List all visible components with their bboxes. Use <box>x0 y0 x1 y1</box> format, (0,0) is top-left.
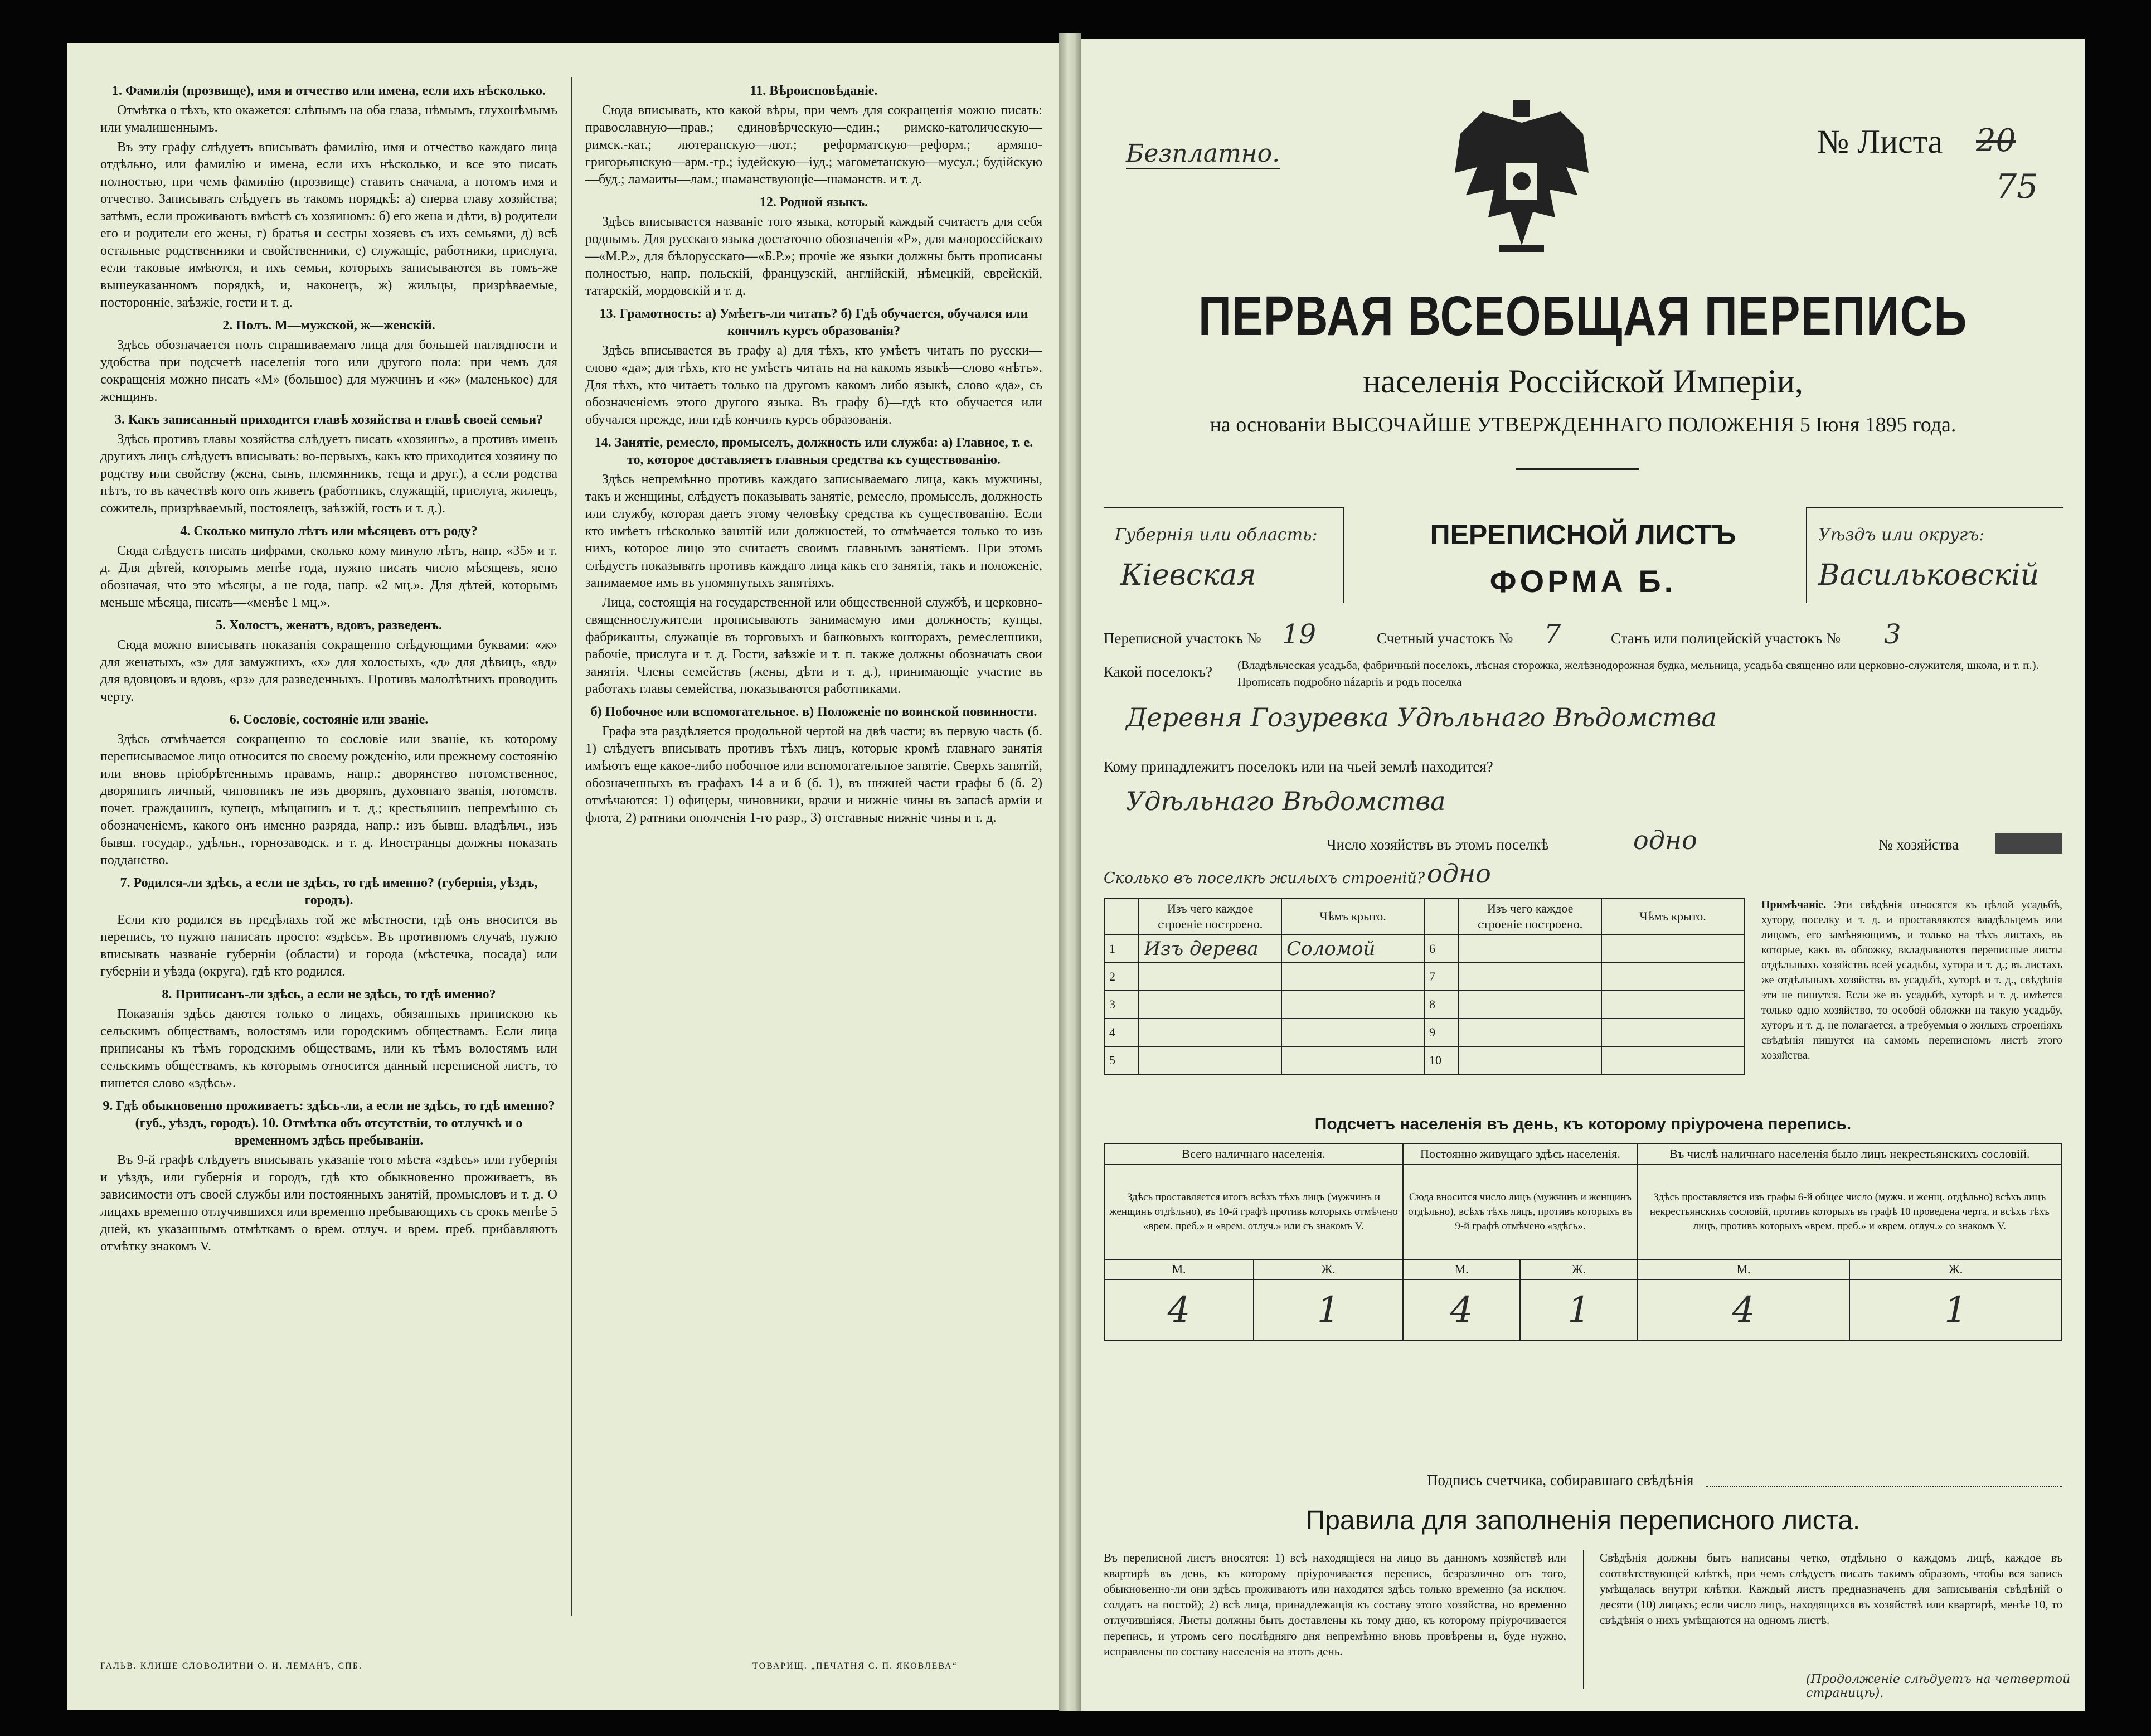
book-spine <box>1059 33 1081 1711</box>
building-material[interactable] <box>1139 1019 1281 1046</box>
divider <box>1516 468 1639 470</box>
rules-right-column: Свѣдѣнія должны быть написаны четко, отдѣльно о каждомъ лицѣ, каждое въ соотвѣтствующей клѣткѣ, при чемъ слѣдуетъ писать такимъ образомъ, чтобы вся запись умѣщалась внутри клѣтки. Каждый листъ предназначенъ для записыванія свѣдѣній о десяти (10) лицахъ; если число лицъ, находящихся въ хозяйствѣ или квартирѣ, менѣе 10, то свѣдѣнія о нихъ умѣщаются на одномъ листѣ. <box>1600 1551 2062 1627</box>
pop-desc-total: Здѣсь проставляется итогъ всѣхъ тѣхъ лицъ (мужчинъ и женщинъ отдѣльно), въ 10-й графѣ противъ которыхъ отмѣчено «врем. преб.» и «врем. отлуч.» или съ знакомъ V. <box>1104 1165 1403 1259</box>
free-label: Безплатно. <box>1126 139 1280 168</box>
printer-imprint-left: ГАЛЬВ. КЛИШЕ СЛОВОЛИТНИ О. И. ЛЕМАНЪ, СПБ. <box>100 1661 362 1671</box>
instruction-section-title: 7. Родился-ли здѣсь, а если не здѣсь, то гдѣ именно? (губернія, уѣздъ, городъ). <box>120 876 538 908</box>
instruction-section-text: Сюда слѣдуетъ писать цифрами, сколько кому минуло лѣтъ, напр. «35» и т. д. Для дѣтей, которымъ менѣе года, нужно писать число мѣсяцевъ, ясно обозначая, что это мѣсяцы, а не года, напр. «2 мц.». Для дѣтей, которымъ меньше мѣсяца, писать—«менѣе 1 мц.». <box>100 544 557 610</box>
instructions-column-1 <box>100 77 557 1627</box>
building-row-number: 4 <box>1104 1019 1139 1046</box>
buildings-header-material: Изъ чего каждое строеніе построено. <box>1139 898 1281 935</box>
building-row-number: 10 <box>1424 1046 1459 1074</box>
instruction-section-text: Сюда можно вписывать показанія сокращенно слѣдующими буквами: «ж» для женатыхъ, «з» для замужнихъ, «х» для холостыхъ, «д» для дѣвицъ, «вд» для вдовцовъ и вдовъ, «рз» для разведенныхъ. Противъ малолѣтнихъ проводить черту. <box>100 638 557 704</box>
gubernia-value[interactable]: Кіевская <box>1120 559 1256 592</box>
form-subtitle: ФОРМА Б. <box>1489 564 1677 599</box>
instruction-section-text: Здѣсь противъ главы хозяйства слѣдуетъ писать «хозяинъ», а противъ именъ другихъ лицъ слѣдуетъ вписывать: во-первыхъ, какъ кто приходится хозяину по родству или свойству (жена, сынъ, племянникъ, теща и друг.), а если родства нѣтъ, то въ качествѣ кого онъ живетъ (работникъ, служащій, прислуга, жилецъ, сожитель, призрѣваемый, постоялецъ, заѣзжій, гость и т. д.). <box>100 432 557 516</box>
building-row-number: 2 <box>1104 963 1139 991</box>
instruction-section-title: 9. Гдѣ обыкновенно проживаетъ: здѣсь-ли, а если не здѣсь, то гдѣ именно? (губ., уѣздъ, городъ). 10. Отмѣтка объ отсутствіи, то отлучкѣ и о временномъ здѣсь пребываніи. <box>103 1099 555 1148</box>
buildings-note <box>1761 898 2062 1063</box>
rules-divider <box>1583 1550 1584 1689</box>
pop-desc-resident: Сюда вносится число лицъ (мужчинъ и женщинъ отдѣльно), всѣхъ тѣхъ лицъ, противъ которыхъ въ 9-й графѣ отмѣчено «здѣсь». <box>1403 1165 1638 1259</box>
perepis-uchastok-label: Переписной участокъ № <box>1104 630 1261 647</box>
pop-total-male[interactable]: 4 <box>1104 1279 1254 1341</box>
building-material[interactable]: Изъ дерева <box>1139 935 1281 963</box>
building-row-number: 5 <box>1104 1046 1139 1074</box>
pop-female-header: Ж. <box>1520 1259 1637 1279</box>
instruction-section-text: Показанія здѣсь даются только о лицахъ, обязанныхъ припискою къ сельскимъ обществамъ, волостямъ или городскимъ обществамъ. Если лица приписаны къ тѣмъ городскимъ обществамъ, или къ тѣмъ волостямъ или сельскимъ обществамъ, къ которымъ относится данный переписной листъ, то пишется слово «здѣсь». <box>100 1007 557 1090</box>
hozyaystvo-number-label: № хозяйства <box>1878 836 1959 853</box>
instruction-section-text: Отмѣтка о тѣхъ, кто окажется: слѣпымъ на оба глаза, нѣмымъ, глухонѣмымъ или умалишеннымъ. <box>100 103 557 135</box>
column-divider <box>571 77 572 1616</box>
kakoy-poselok-hint: (Владѣльческая усадьба, фабричный поселокъ, лѣсная сторожка, желѣзнодорожная будка, мельница, усадьба священно или церковно-служителя, школа, и т. п.). Прописать подробно názapriь и родъ поселка <box>1237 658 2039 688</box>
building-material[interactable] <box>1459 1019 1601 1046</box>
pop-total-female[interactable]: 1 <box>1254 1279 1403 1341</box>
instruction-section-text: Въ эту графу слѣдуетъ вписывать фамилію, имя и отчество каждаго лица отдѣльно, или фамилію и имена, если ихъ нѣсколько, и все это писать полностью, при чемъ фамилію (прозвище) ставить сначала, а потомъ имя и отчество. Записывать слѣдуетъ въ такомъ порядкѣ: а) сперва главу хозяйства; затѣмъ, если проживаютъ вмѣстѣ съ хозяиномъ: б) его жена и дѣти, в) родители его и родители его жены, г) братья и сестры хозяевъ съ ихъ семьями, д) всѣ остальные родственники и свойственники, е) служащіе, работники, прислуга, если таковые имѣются, и ихъ семьи, которыхъ записываются въ томъ-же вышеуказанномъ порядкѣ, и, наконецъ, ж) жильцы, призрѣваемые, посторонніе, заѣзжіе, гости и т. д. <box>100 140 557 310</box>
instruction-section-text: Сюда вписывать, кто какой вѣры, при чемъ для сокращенія можно писать: православную—прав.; единовѣрческую—един.; римско-католическую—римск.-кат.; лютеранскую—лют.; реформатскую—реформ.; армяно-григорьянскую—арм.-гр.; іудейскую—іуд.; магометанскую—мусул.; будійскую—буд.; ламаиты—лам.; шаманствующіе—шаманств. и т. д. <box>585 103 1042 187</box>
printer-imprint-right: ТОВАРИЩ. „ПЕЧАТНЯ С. П. ЯКОВЛЕВА“ <box>752 1661 958 1671</box>
right-page-census-form <box>1081 39 2085 1711</box>
building-material[interactable] <box>1139 1046 1281 1074</box>
signature-line[interactable] <box>1706 1486 2062 1487</box>
buildings-header-roof: Чѣмъ крыто. <box>1601 898 1744 935</box>
pop-header-resident: Постоянно живущаго здѣсь населенія. <box>1403 1143 1638 1165</box>
uezd-value[interactable]: Васильковскій <box>1818 559 2040 592</box>
form-title: ПЕРЕПИСНОЙ ЛИСТЪ <box>1430 519 1736 550</box>
instruction-section-text: Здѣсь вписывается названіе того языка, который каждый считаетъ для себя роднымъ. Для русскаго языка достаточно обозначенія «Р», для малороссійскаго—«М.Р.», для бѣлорусскаго—«Б.Р.»; прочіе же языки должны быть прописаны полностью, напр. польскій, французскій, англійскій, нѣмецкій, еврейскій, татарскій, мордовскій и т. д. <box>585 215 1042 298</box>
komu-value[interactable]: Удѣльнаго Вѣдомства <box>1126 786 1446 816</box>
buildings-header-roof: Чѣмъ крыто. <box>1281 898 1424 935</box>
building-material[interactable] <box>1139 991 1281 1019</box>
instruction-section-text: Здѣсь непремѣнно противъ каждаго записываемаго лица, какъ мужчины, такъ и женщины, слѣдуетъ показывать занятіе, ремесло, промыселъ, должность или службу, которая даетъ этому человѣку средства къ существованію. Если кто имѣетъ нѣсколько занятій или должностей, то отмѣчается только то изъ нихъ, которое лицо это считаетъ своимъ главнымъ занятіемъ. При этомъ слѣдуетъ показывать противъ каждаго лица какъ его занятія, такъ и положеніе, занимаемое имъ въ упомянутыхъ занятіяхъ. <box>585 472 1042 590</box>
pop-male-header: М. <box>1638 1259 1850 1279</box>
gubernia-box <box>1104 507 1344 603</box>
pop-header-total: Всего наличнаго населенія. <box>1104 1143 1403 1165</box>
pop-resident-female[interactable]: 1 <box>1520 1279 1637 1341</box>
kakoy-poselok-label: Какой поселокъ? <box>1104 663 1213 680</box>
komu-label: Кому принадлежитъ поселокъ или на чьей землѣ находится? <box>1104 758 1493 775</box>
perepis-uchastok-value[interactable]: 19 <box>1282 619 1317 650</box>
instruction-section-title: 14. Занятіе, ремесло, промыселъ, должность или служба: а) Главное, т. е. то, которое доставляетъ главныя средства къ существованію. <box>594 435 1033 467</box>
subtitle: населенія Россійской Имперіи, <box>1363 363 1803 400</box>
kakoy-poselok-value[interactable]: Деревня Гозуревка Удѣльнаго Вѣдомства <box>1126 702 1717 733</box>
building-roof[interactable] <box>1601 963 1744 991</box>
stan-label: Станъ или полицейскій участокъ № <box>1611 630 1841 647</box>
sheet-number-corrected: 75 <box>1995 167 2038 206</box>
pop-resident-male[interactable]: 4 <box>1403 1279 1520 1341</box>
building-row-number: 1 <box>1104 935 1139 963</box>
skolko-stroeniy-value[interactable]: одно <box>1427 859 1491 889</box>
uezd-box <box>1806 507 2063 603</box>
pop-noncrest-male[interactable]: 4 <box>1638 1279 1850 1341</box>
double-headed-eagle-icon <box>1449 100 1594 268</box>
building-row-number: 9 <box>1424 1019 1459 1046</box>
building-material[interactable] <box>1139 963 1281 991</box>
instruction-section-title: 12. Родной языкъ. <box>759 195 868 210</box>
instruction-section-text: Здѣсь отмѣчается сокращенно то сословіе или званіе, къ которому переписываемое лицо относится по своему рожденію, или прежнему состоянію или вновь пріобрѣтеннымъ правамъ, напр.: дворянство потомственное, дворянинъ личный, чиновникъ не изъ дворянъ, духовнаго званія, потомств. почет. гражданинъ, купецъ, мѣщанинъ и т. д.; крестьянинъ непремѣнно съ обозначеніемъ, какого онъ именно разряда, напр.: изъ бывш. владѣльч., изъ бывш. государ., удѣльн., горнозаводск. и т. д. Иностранцы должны показать подданство. <box>100 732 557 867</box>
building-roof[interactable] <box>1601 991 1744 1019</box>
building-roof[interactable] <box>1601 1019 1744 1046</box>
rules-left-column: Въ переписной листъ вносятся: 1) всѣ находящіеся на лицо въ данномъ хозяйствѣ или квартирѣ въ день, къ которому пріурочивается перепись, безразлично отъ того, обыкновенно-ли они здѣсь проживаютъ или находятся здѣсь только временно (за исключ. солдатъ на постой); 2) всѣ лица, принадлежащія къ составу этого хозяйства, но временно отлучившіяся. Листы должны быть доставлены къ тому дню, къ которому пріурочивается перепись, и утромъ сего послѣдняго дня непремѣнно вновь провѣрены и, буде нужно, исправлены по составу населенія на этотъ день. <box>1104 1551 1566 1658</box>
sheet-number-label: № Листа <box>1817 123 1943 160</box>
building-material[interactable] <box>1459 935 1601 963</box>
instruction-section-text: Здѣсь вписывается въ графу а) для тѣхъ, кто умѣетъ читать по русски—слово «да»; для тѣхъ, кто не умѣетъ читать на на какомъ языкѣ—слово «нѣтъ». Для тѣхъ, кто читаетъ только на другомъ какомъ либо языкѣ, слово «да», съ обозначеніемъ этого другого языка. Въ графу б)—гдѣ кто обучается или обучался прежде, или гдѣ кончилъ курсъ образованія. <box>585 343 1042 427</box>
instruction-section-title: 1. Фамилія (прозвище), имя и отчество или имена, если ихъ нѣсколько. <box>112 84 546 98</box>
left-page-instructions <box>67 43 1059 1710</box>
building-roof[interactable] <box>1601 935 1744 963</box>
pop-male-header: М. <box>1104 1259 1254 1279</box>
pop-female-header: Ж. <box>1849 1259 2062 1279</box>
instruction-section-text: Здѣсь обозначается полъ спрашиваемаго лица для большей наглядности и удобства при подсчетѣ населенія того или другого пола: при чемъ для сокращенія можно писать «М» (большое) для мужчинъ и «ж» (маленькое) для женщинъ. <box>100 338 557 404</box>
population-table <box>1104 1143 2062 1341</box>
pop-desc-noncrest: Здѣсь проставляется изъ графы 6-й общее число (мужч. и женщ. отдѣльно) всѣхъ лицъ некрестьянскихъ сословій, противъ которыхъ въ графѣ 10 проведена черта, и всѣхъ тѣхъ лицъ, противъ которыхъ «врем. преб.» и «врем. отлуч.» со знакомъ V. <box>1638 1165 2062 1259</box>
building-row-number: 6 <box>1424 935 1459 963</box>
signature-label: Подпись счетчика, собиравшаго свѣдѣнія <box>1427 1472 1694 1488</box>
building-material[interactable] <box>1459 1046 1601 1074</box>
instruction-section-title: 8. Приписанъ-ли здѣсь, а если не здѣсь, то гдѣ именно? <box>162 987 496 1002</box>
instruction-section-text: Графа эта раздѣляется продольной чертой на двѣ части; въ первую часть (б. 1) слѣдуетъ вписывать противъ тѣхъ лицъ, которые кромѣ главнаго занятія имѣютъ еще какое-либо побочное или вспомогательное занятіе. Сверхъ занятій, обозначенныхъ въ графахъ 14 а и б (б. 1), въ нижней части графы б (б. 2) отмѣчаются: 1) офицеры, чиновники, врачи и нижніе чины въ запасѣ арміи и флота, 2) ратники ополченія 1-го разр., 3) отставные нижніе чины и т. д. <box>585 724 1042 825</box>
buildings-table <box>1104 898 1745 1075</box>
instruction-section-text: Если кто родился въ предѣлахъ той же мѣстности, гдѣ онъ вносится въ перепись, то нужно написать просто: «здѣсь». Въ противномъ случаѣ, нужно вписывать названіе губерніи (области) и города (мѣстечка, посада) или губерніи и уѣзда (округа), гдѣ кто родился. <box>100 913 557 979</box>
building-roof[interactable] <box>1601 1046 1744 1074</box>
continued-note: (Продолженіе слѣдуетъ на четвертой страницѣ). <box>1806 1672 2071 1700</box>
building-roof[interactable]: Соломой <box>1281 935 1424 963</box>
building-roof[interactable] <box>1281 963 1424 991</box>
chislo-hozyaystv-label: Число хозяйствъ въ этомъ поселкѣ <box>1327 836 1549 853</box>
sheet-number-value: 20 <box>1976 123 2016 159</box>
building-material[interactable] <box>1459 991 1601 1019</box>
instructions-column-2 <box>585 77 1042 1627</box>
instruction-section-title: 6. Сословіе, состояніе или званіе. <box>229 712 429 727</box>
skolko-stroeniy-label: Сколько въ поселкѣ жилыхъ строеній? <box>1104 870 1425 887</box>
schetny-uchastok-label: Счетный участокъ № <box>1377 630 1513 647</box>
note-title: Примѣчаніе. <box>1761 899 1827 911</box>
instruction-section-title: 4. Сколько минуло лѣтъ или мѣсяцевъ отъ роду? <box>180 524 478 539</box>
chislo-hozyaystv-value[interactable]: одно <box>1633 825 1697 855</box>
rules-title: Правила для заполненія переписного листа. <box>1305 1506 1861 1535</box>
building-row-number: 3 <box>1104 991 1139 1019</box>
subtitle-decree: на основаніи ВЫСОЧАЙШЕ УТВЕРЖДЕННАГО ПОЛОЖЕНІЯ 5 Іюня 1895 года. <box>1210 413 1956 437</box>
building-row-number: 7 <box>1424 963 1459 991</box>
instruction-section-title: 2. Полъ. М—мужской, ж—женскій. <box>222 318 435 333</box>
building-material[interactable] <box>1459 963 1601 991</box>
pop-noncrest-female[interactable]: 1 <box>1849 1279 2062 1341</box>
gubernia-label: Губернія или область: <box>1115 525 1318 545</box>
pop-female-header: Ж. <box>1254 1259 1403 1279</box>
instruction-section-title: 13. Грамотность: а) Умѣетъ-ли читать? б) Гдѣ обучается, обучался или кончилъ курсъ образованія? <box>599 307 1028 338</box>
building-roof[interactable] <box>1281 991 1424 1019</box>
instruction-section-text: Въ 9-й графѣ слѣдуетъ вписывать указаніе того мѣста «здѣсь» или губернія и уѣздъ, или губернія и городъ, гдѣ кто обыкновенно проживаетъ, въ зависимости отъ своей службы или постоянныхъ занятій, промысловъ и т. д. О лицахъ временно отлучившихся или временно пребывающихъ съ срокъ менѣе 5 дней, къ указаннымъ отмѣткамъ о врем. отлуч. и врем. преб. прибавляютъ отмѣтку знакомъ V. <box>100 1153 557 1254</box>
instruction-section-title: 3. Какъ записанный приходится главѣ хозяйства и главѣ своей семьи? <box>114 413 543 427</box>
building-roof[interactable] <box>1281 1019 1424 1046</box>
instruction-section-title: 11. Вѣроисповѣданіе. <box>750 84 878 98</box>
population-count-title: Подсчетъ населенія въ день, къ которому пріурочена перепись. <box>1314 1115 1852 1133</box>
building-row-number: 8 <box>1424 991 1459 1019</box>
pop-male-header: М. <box>1403 1259 1520 1279</box>
building-roof[interactable] <box>1281 1046 1424 1074</box>
instruction-section-title: б) Побочное или вспомогательное. в) Положеніе по воинской повинности. <box>590 705 1037 719</box>
uezd-label: Уѣздъ или округъ: <box>1818 525 1985 545</box>
schetny-uchastok-value[interactable]: 7 <box>1544 619 1561 650</box>
instruction-section-title: 5. Холостъ, женатъ, вдовъ, разведенъ. <box>215 618 443 633</box>
pop-header-noncrest: Въ числѣ наличнаго населенія было лицъ некрестьянскихъ сословій. <box>1638 1143 2062 1165</box>
main-title: ПЕРВАЯ ВСЕОБЩАЯ ПЕРЕПИСЬ <box>1198 285 1968 347</box>
stan-value[interactable]: 3 <box>1884 619 1901 650</box>
hozyaystvo-number-redacted <box>1995 833 2062 854</box>
note-text: Эти свѣдѣнія относятся къ цѣлой усадьбѣ, хутору, поселку и т. д. и проставляются владѣльцемъ или лицомъ, его замѣняющимъ, и только на тѣхъ листахъ, въ которые, какъ въ обложку, вкладываются переписные листы отдѣльныхъ хозяйствъ всей усадьбы, хутора и т. д.; въ листахъ же отдѣльныхъ хозяйствъ въ усадьбѣ, хуторѣ и т. д., свѣдѣнія эти не пишутся. Если же въ усадьбѣ, хуторѣ и т. д. имѣется только одно хозяйство, то особой обложки на такую усадьбу, хуторъ и т. д. не полагается, а требуемыя о жилыхъ строеніяхъ свѣдѣнія пишутся на самомъ переписномъ листѣ этого хозяйства. <box>1761 899 2063 1061</box>
buildings-header-material: Изъ чего каждое строеніе построено. <box>1459 898 1601 935</box>
instruction-section-text: Лица, состоящія на государственной или общественной службѣ, и церковно-священнослужители прописываютъ занимаемую ими должность; купцы, фабриканты, служащіе въ торговыхъ и банковыхъ конторахъ, ремесленники, рабочіе, прислуга и т. д. Гости, заѣзжіе и т. п. также должны обозначать свои занятія. Члены семействъ (жены, дѣти и т. д.), принимающіе участие въ работахъ главы семейства, показываются работниками. <box>585 595 1042 696</box>
